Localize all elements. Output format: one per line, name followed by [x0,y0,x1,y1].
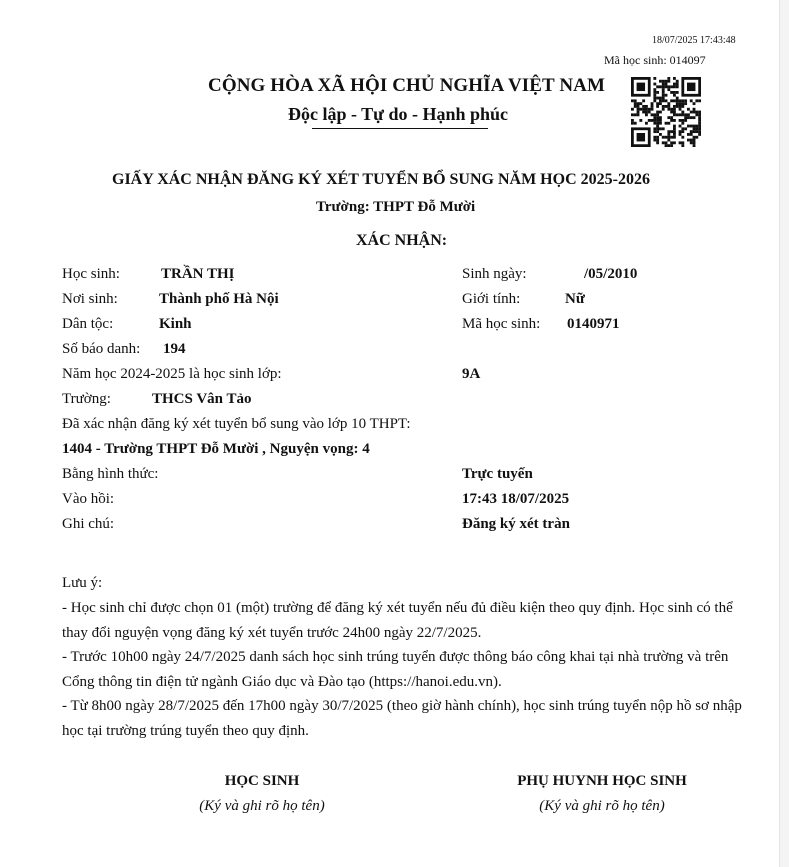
notes-heading: Lưu ý: [62,575,103,591]
class-value: 9A [462,366,481,382]
current-school-value: THCS Vân Tảo [152,391,252,407]
registered-value: 1404 - Trường THPT Đỗ Mười , Nguyện vọng: 4 [62,441,370,457]
note-item: - Từ 8h00 ngày 28/7/2025 đến 17h00 ngày 30/7/2025 (theo giờ hành chính), học sinh trúng tuyển nộp hồ sơ nhập học tại trường trúng tuyển theo quy định. [62,698,742,739]
qr-code-icon [631,77,701,147]
parent-signature-title: PHỤ HUYNH HỌC SINH [517,773,687,789]
current-school-label: Trường: [62,391,111,407]
dob-label: Sinh ngày: [462,266,527,282]
student-signature-title: HỌC SINH [224,773,300,789]
note-item: - Trước 10h00 ngày 24/7/2025 danh sách học sinh trúng tuyển được thông báo công khai tại nhà trường và trên Cổng thông tin điện tử ngành Giáo dục và Đào tạo (https://hanoi.edu.vn). [62,649,729,690]
student-id-value: 0140971 [567,316,620,332]
ethnicity-label: Dân tộc: [62,316,114,332]
student-code-label: Mã học sinh: 014097 [604,53,706,67]
parent-signature-hint: (Ký và ghi rõ họ tên) [539,798,665,814]
printed-timestamp: 18/07/2025 17:43:48 [652,35,736,46]
candidate-no-value: 194 [163,341,186,357]
gender-label: Giới tính: [462,291,521,307]
motto-underline [312,128,488,129]
birthplace-value: Thành phố Hà Nội [159,291,279,307]
candidate-no-label: Số báo danh: [62,341,141,357]
note-item: - Học sinh chỉ được chọn 01 (một) trường để đăng ký xét tuyển nếu đủ điều kiện theo quy định. Học sinh có thể thay đổi nguyện vọng đăng ký xét tuyển trước 24h00 ngày 22/7/2025. [62,600,733,641]
student-name-label: Học sinh: [62,266,120,282]
nation-motto: Độc lập - Tự do - Hạnh phúc [288,104,509,124]
confirm-heading: XÁC NHẬN: [356,232,448,249]
nation-title: CỘNG HÒA XÃ HỘI CHỦ NGHĨA VIỆT NAM [208,75,605,96]
target-school: Trường: THPT Đỗ Mười [316,199,476,215]
ethnicity-value: Kinh [159,316,192,332]
method-label: Bằng hình thức: [62,466,159,482]
student-signature-hint: (Ký và ghi rõ họ tên) [199,798,325,814]
gender-value: Nữ [565,291,585,307]
student-name-value: TRẦN THỊ [161,266,235,282]
note-label: Ghi chú: [62,516,115,532]
time-label: Vào hồi: [62,491,115,507]
student-id-label: Mã học sinh: [462,316,541,332]
page-edge [779,0,789,867]
note-value: Đăng ký xét tràn [462,516,570,532]
dob-value: /05/2010 [584,266,638,282]
document-title: GIẤY XÁC NHẬN ĐĂNG KÝ XÉT TUYỂN BỔ SUNG NĂM HỌC 2025-2026 [112,171,650,188]
class-label: Năm học 2024-2025 là học sinh lớp: [62,366,282,382]
time-value: 17:43 18/07/2025 [462,491,570,507]
registered-label: Đã xác nhận đăng ký xét tuyển bổ sung vào lớp 10 THPT: [62,416,411,432]
method-value: Trực tuyến [462,466,533,482]
birthplace-label: Nơi sinh: [62,291,118,307]
